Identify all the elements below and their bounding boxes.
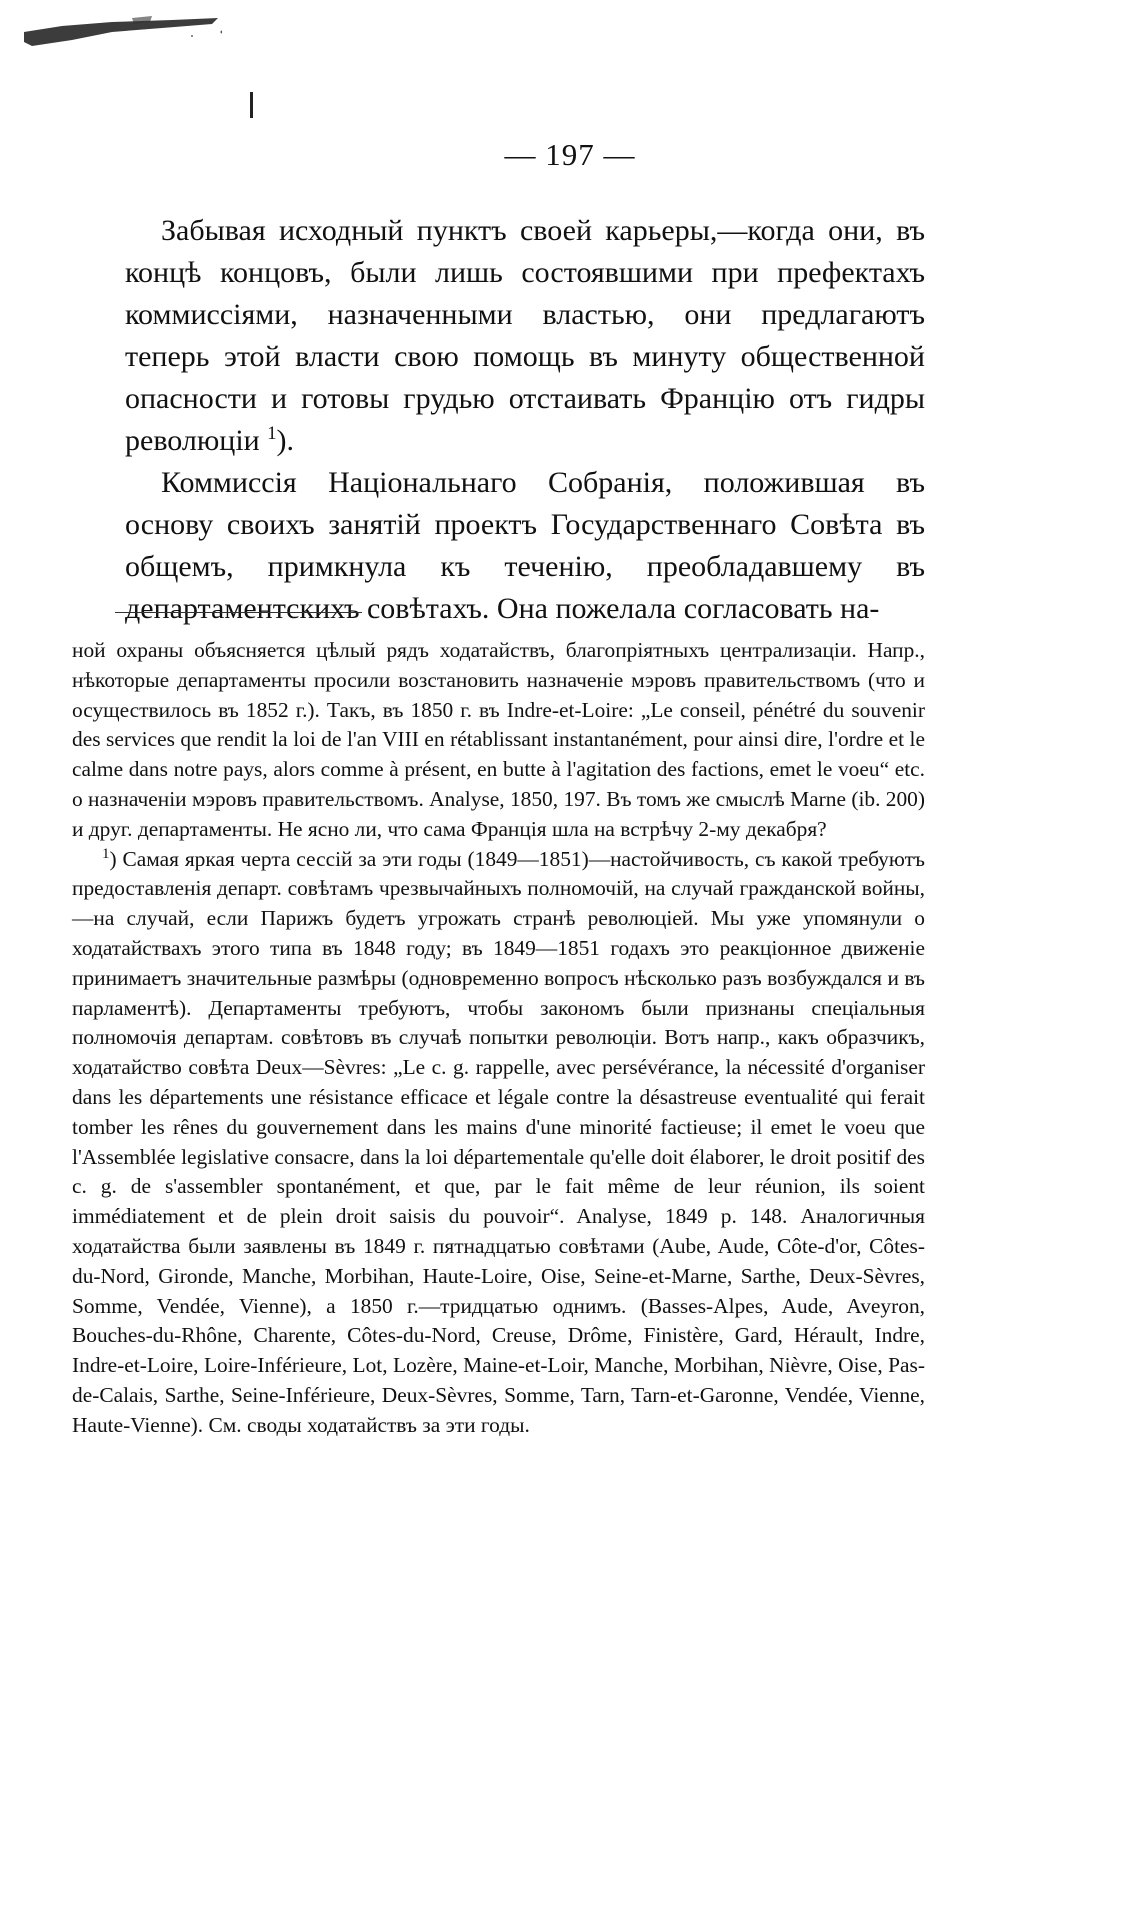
margin-mark (250, 92, 253, 118)
footnote-marker: 1 (101, 845, 110, 862)
paragraph-text: Забывая исходный пунктъ своей карьеры,—когда они, въ концѣ концовъ, были лишь состоявшими при префектахъ коммиссіями, назначенными властью, они предлагаютъ теперь этой власти свою помощь въ минуту общественной опасности и готовы грудью отстаивать Францію отъ гидры революціи (125, 214, 925, 457)
footnote-reference: 1 (267, 423, 277, 444)
main-paragraph: Коммиссія Національнаго Собранія, положившая въ основу своихъ занятій проектъ Государственнаго Совѣта въ общемъ, примкнула къ теченію, преобладавшему въ департаментскихъ совѣтахъ. Она пожелала согласовать на- (125, 466, 925, 625)
main-paragraph (125, 210, 925, 462)
footnotes (72, 636, 925, 1441)
footnote-continuation: ной охраны объясняется цѣлый рядъ ходатайствъ, благопріятныхъ централизаціи. Напр., нѣкоторые департаменты просили возстановить назначеніе мэровъ правительствомъ (что и осуществилось въ 1852 г.). Такъ, въ 1850 г. въ Indre-et-Loire: „Le conseil, pénétré du souvenir des services que rendit la loi de l'an VIII en rétablissant instantanément, pour ainsi dire, l'ordre et le calme dans notre pays, alors comme à présent, en butte à l'agitation des factions, emet le voeu“ etc. о назначеніи мэровъ правительствомъ. Analyse, 1850, 197. Въ томъ же смыслѣ Marne (ib. 200) и друг. департаменты. Не ясно ли, что сама Франція шла на встрѣчу 2-му декабря? (72, 638, 925, 841)
paragraph-tail: ). (276, 424, 295, 457)
main-text (125, 210, 925, 630)
footnote-1 (72, 845, 925, 1441)
footnote-text: ) Самая яркая черта сессій за эти годы (1849—1851)—настойчивость, съ какой требуютъ предоставленія департ. совѣтамъ чрезвычайныхъ полномочій, на случай гражданской войны,—на случай, если Парижъ будетъ угрожать странѣ революціей. Мы уже упомянули о ходатайствахъ этого типа въ 1848 году; въ 1849—1851 годахъ это реакціонное движеніе принимаетъ значительные размѣры (одновременно вопросъ нѣсколько разъ возбуждался и въ парламентѣ). Департаменты требуютъ, чтобы закономъ были признаны спеціальныя полномочія департам. совѣтовъ въ случаѣ попытки революціи. Вотъ напр., какъ образчикъ, ходатайство совѣта Deux—Sèvres: „Le c. g. rappelle, avec persévérance, la nécessité d'organiser dans les départements une résistance efficace et légale contre la désastreuse eventualité qui ferait tomber les rênes du gouvernement dans les mains d'une minorité factieuse; il emet le voeu que l'Assemblée legislative consacre, dans la loi départementale qu'elle doit élaborer, le droit positif des c. g. de s'assembler spontanément, et que, par le fait même de leur réunion, ils soient immédiatement et de plein droit saisis du pouvoir“. Analyse, 1849 p. 148. Аналогичныя ходатайства были заявлены въ 1849 г. пятнадцатью совѣтами (Aube, Aude, Côte-d'or, Côtes-du-Nord, Gironde, Manche, Morbihan, Haute-Loire, Oise, Seine-et-Marne, Sarthe, Deux-Sèvres, Somme, Vendée, Vienne), а 1850 г.—тридцатью однимъ. (Basses-Alpes, Aude, Aveyron, Bouches-du-Rhône, Charente, Côtes-du-Nord, Creuse, Drôme, Finistère, Gard, Hérault, Indre, Indre-et-Loire, Loire-Inférieure, Lot, Lozère, Maine-et-Loir, Manche, Morbihan, Nièvre, Oise, Pas-de-Calais, Sarthe, Seine-Inférieure, Deux-Sèvres, Somme, Tarn, Tarn-et-Garonne, Vendée, Vienne, Haute-Vienne). См. своды ходатайствъ за эти годы. (72, 846, 925, 1437)
footnote-divider (115, 612, 362, 613)
scan-smudge-decoration (22, 12, 222, 52)
page-number: — 197 — (504, 137, 636, 172)
